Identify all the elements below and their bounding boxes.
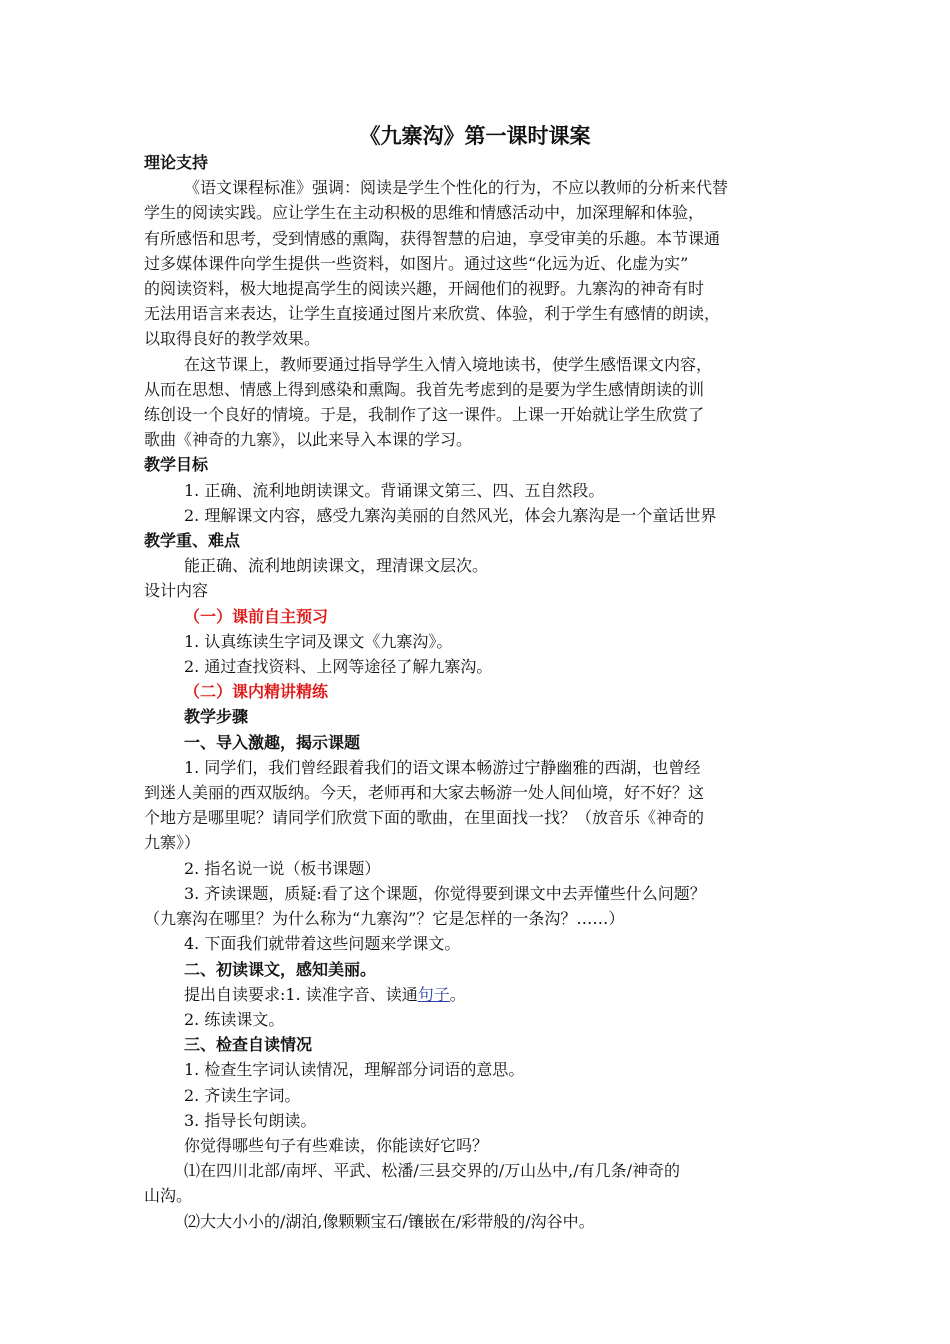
section-heading-key-points: 教学重、难点 <box>144 531 241 551</box>
step2-item-1 <box>144 982 812 1007</box>
step1-item-3: 3. 齐读课题，质疑:看了这个课题，你觉得要到课文中去弄懂些什么问题？ <box>184 883 706 903</box>
text-line: 歌曲《神奇的九寨》，以此来导入本课的学习。 <box>144 430 473 450</box>
text-line: 九寨》） <box>144 833 201 853</box>
text-line: 1. 同学们，我们曾经跟着我们的语文课本畅游过宁静幽雅的西湖，也曾经 <box>184 757 701 777</box>
text-line: 《语文课程标准》强调：阅读是学生个性化的行为，不应以教师的分析来代替 <box>184 178 729 198</box>
step3-item-1: 1. 检查生字词认读情况，理解部分词语的意思。 <box>184 1060 525 1080</box>
step3-item-2: 2. 齐读生字词。 <box>184 1085 301 1105</box>
step2-heading: 二、初读课文，感知美丽。 <box>184 959 377 979</box>
step3-sentence-2: ⑵大大小小的/湖泊,像颗颗宝石/镶嵌在/彩带般的/沟谷中。 <box>184 1211 595 1231</box>
text-line: 以取得良好的教学效果。 <box>144 329 321 349</box>
key-points-text: 能正确、流利地朗读课文，理清课文层次。 <box>184 556 489 576</box>
text-line: 从而在思想、情感上得到感染和熏陶。我首先考虑到的是要为学生感情朗读的训 <box>144 379 705 399</box>
preview-item-1: 1. 认真练读生字词及课文《九寨沟》。 <box>184 631 453 651</box>
section-heading-theory: 理论支持 <box>144 153 209 172</box>
text-line: 练创设一个良好的情境。于是，我制作了这一课件。上课一开始就让学生欣赏了 <box>144 405 705 425</box>
text-line: 学生的阅读实践。应让学生在主动积极的思维和情感活动中，加深理解和体验， <box>144 203 705 223</box>
goal-item-2: 2. 理解课文内容，感受九寨沟美丽的自然风光，体会九寨沟是一个童话世界 <box>184 505 717 525</box>
step2-item-1-end: 。 <box>449 984 466 1004</box>
preview-item-2: 2. 通过查找资料、上网等途径了解九寨沟。 <box>184 657 493 677</box>
paragraph-theory-2 <box>144 352 812 453</box>
text-line: 个地方是哪里呢？请同学们欣赏下面的歌曲，在里面找一找？（放音乐《神奇的 <box>144 808 705 828</box>
text-line: 到迷人美丽的西双版纳。今天，老师再和大家去畅游一处人间仙境，好不好？这 <box>144 783 705 803</box>
step3-sentence-1-cont: 山沟。 <box>144 1186 193 1206</box>
document-body <box>144 150 812 1234</box>
sentence-link[interactable]: 句子 <box>417 984 450 1004</box>
subsection-heading-in-class: （二）课内精讲精练 <box>184 682 329 702</box>
step3-sentence-1: ⑴在四川北部/南坪、平武、松潘/三县交界的/万山丛中,/有几条/神奇的 <box>184 1161 681 1181</box>
step2-item-2: 2. 练读课文。 <box>184 1009 285 1029</box>
text-line: 在这节课上，教师要通过指导学生入情入境地读书，使学生感悟课文内容， <box>184 354 713 374</box>
step3-heading: 三、检查自读情况 <box>184 1035 313 1055</box>
step1-heading: 一、导入激趣，揭示课题 <box>184 732 361 752</box>
text-line: 无法用语言来表达，让学生直接通过图片来欣赏、体验，利于学生有感情的朗读， <box>144 304 721 324</box>
text-line: 过多媒体课件向学生提供一些资料，如图片。通过这些“化远为近、化虚为实” <box>144 253 689 273</box>
section-heading-goals: 教学目标 <box>144 455 209 475</box>
goal-item-1: 1. 正确、流利地朗读课文。背诵课文第三、四、五自然段。 <box>184 480 605 500</box>
subsection-heading-preview: （一）课前自主预习 <box>184 606 329 626</box>
step3-question: 你觉得哪些句子有些难读，你能读好它吗？ <box>184 1135 489 1155</box>
text-line: 的阅读资料，极大地提高学生的阅读兴趣，开阔他们的视野。九寨沟的神奇有时 <box>144 279 705 299</box>
step1-item-4: 4. 下面我们就带着这些问题来学课文。 <box>184 934 461 954</box>
step1-item-3-cont: （九寨沟在哪里？为什么称为“九寨沟”？它是怎样的一条沟？……） <box>144 909 625 929</box>
step2-item-1-text: 提出自读要求:1. 读准字音、读通 <box>184 984 418 1004</box>
steps-heading: 教学步骤 <box>184 707 249 727</box>
text-line: 有所感悟和思考，受到情感的熏陶，获得智慧的启迪，享受审美的乐趣。本节课通 <box>144 228 721 248</box>
page-title: 《九寨沟》第一课时课案 <box>359 124 591 148</box>
section-heading-design: 设计内容 <box>144 581 209 601</box>
paragraph-theory-1 <box>144 175 812 351</box>
step3-item-3: 3. 指导长句朗读。 <box>184 1110 317 1130</box>
step1-paragraph <box>144 755 812 856</box>
step1-item-2: 2. 指名说一说（板书课题） <box>184 858 381 878</box>
